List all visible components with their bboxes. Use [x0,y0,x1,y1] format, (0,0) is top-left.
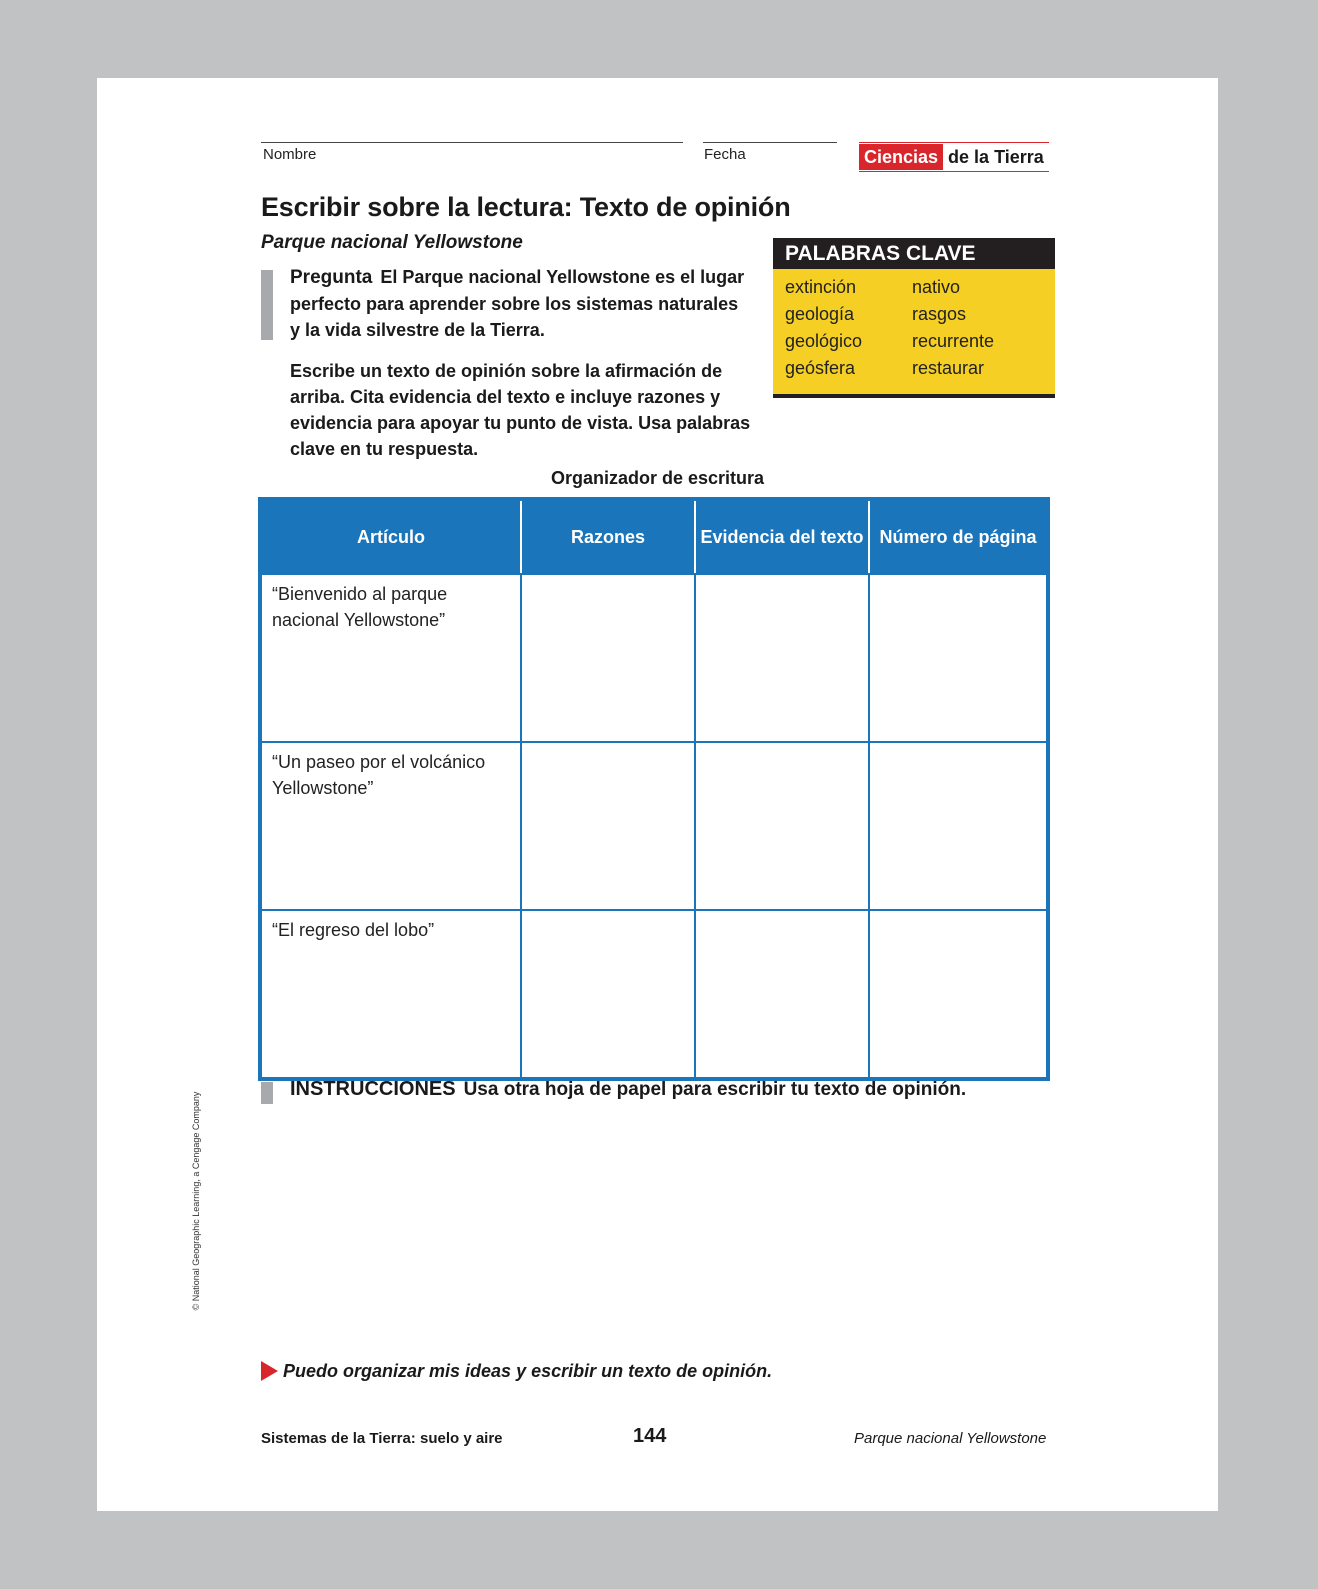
question-text: El Parque nacional Yellowstone es el lugar perfecto para aprender sobre los sistemas naturales y la vida silvestre de la Tierra. [290,267,745,340]
name-line [261,142,683,143]
writing-prompt: Escribe un texto de opinión sobre la afirmación de arriba. Cita evidencia del texto e incluye razones y evidencia para apoyar tu punto de vista. Usa palabras clave en tu respuesta. [290,361,751,459]
evidence-cell[interactable] [695,742,869,910]
article-cell: “El regreso del lobo” [261,910,521,1078]
footer-unit-title: Sistemas de la Tierra: suelo y aire [261,1430,503,1447]
copyright-notice: © National Geographic Learning, a Cengage Company [191,1091,201,1311]
keywords-box [773,238,1055,398]
table-row [261,742,1047,910]
page-number-cell[interactable] [869,574,1047,742]
keyword: geología [785,304,855,324]
triangle-arrow-icon [261,1361,278,1381]
column-header: Evidencia del texto [695,500,869,574]
column-header: Razones [521,500,695,574]
name-label: Nombre [263,146,317,163]
evidence-cell[interactable] [695,574,869,742]
series-brand [859,142,1049,172]
page-title: Escribir sobre la lectura: Texto de opinión [261,192,791,222]
keyword: geósfera [785,358,856,378]
question-bar [261,270,273,340]
keyword: restaurar [912,358,985,378]
keyword: geológico [785,331,863,351]
brand-highlight: Ciencias [859,144,943,170]
instructions [290,1078,966,1101]
page-number-cell[interactable] [869,742,1047,910]
instructions-bar [261,1082,273,1104]
evidence-cell[interactable] [695,910,869,1078]
page-number: 144 [633,1425,667,1447]
table-row [261,910,1047,1078]
page-number-cell[interactable] [869,910,1047,1078]
article-cell: “Un paseo por el volcánico Yellowstone” [261,742,521,910]
article-cell: “Bienvenido al parque nacional Yellowstone” [261,574,521,742]
question [290,264,750,343]
keyword: nativo [912,277,961,297]
reasons-cell[interactable] [521,574,695,742]
instructions-text: Usa otra hoja de papel para escribir tu texto de opinión. [463,1079,967,1100]
brand-rest: de la Tierra [948,146,1044,167]
learning-target: Puedo organizar mis ideas y escribir un texto de opinión. [283,1361,773,1381]
keywords-list [773,269,1055,381]
question-label: Pregunta [290,267,373,288]
writing-organizer-table [260,499,1048,1079]
keyword: rasgos [912,304,967,324]
worksheet-page [97,78,1218,1511]
footer-lesson-title: Parque nacional Yellowstone [854,1430,1047,1447]
date-line [703,142,837,143]
keyword: extinción [785,277,857,297]
keywords-title: PALABRAS CLAVE [773,238,1055,269]
reasons-cell[interactable] [521,742,695,910]
date-label: Fecha [704,146,746,163]
keyword: recurrente [912,331,995,351]
table-row [261,574,1047,742]
reasons-cell[interactable] [521,910,695,1078]
organizer-title: Organizador de escritura [550,468,765,488]
page-subtitle: Parque nacional Yellowstone [261,232,523,253]
table-header-row [261,500,1047,574]
instructions-label: INSTRUCCIONES [290,1078,456,1100]
column-header: Artículo [261,500,521,574]
column-header: Número de página [869,500,1047,574]
